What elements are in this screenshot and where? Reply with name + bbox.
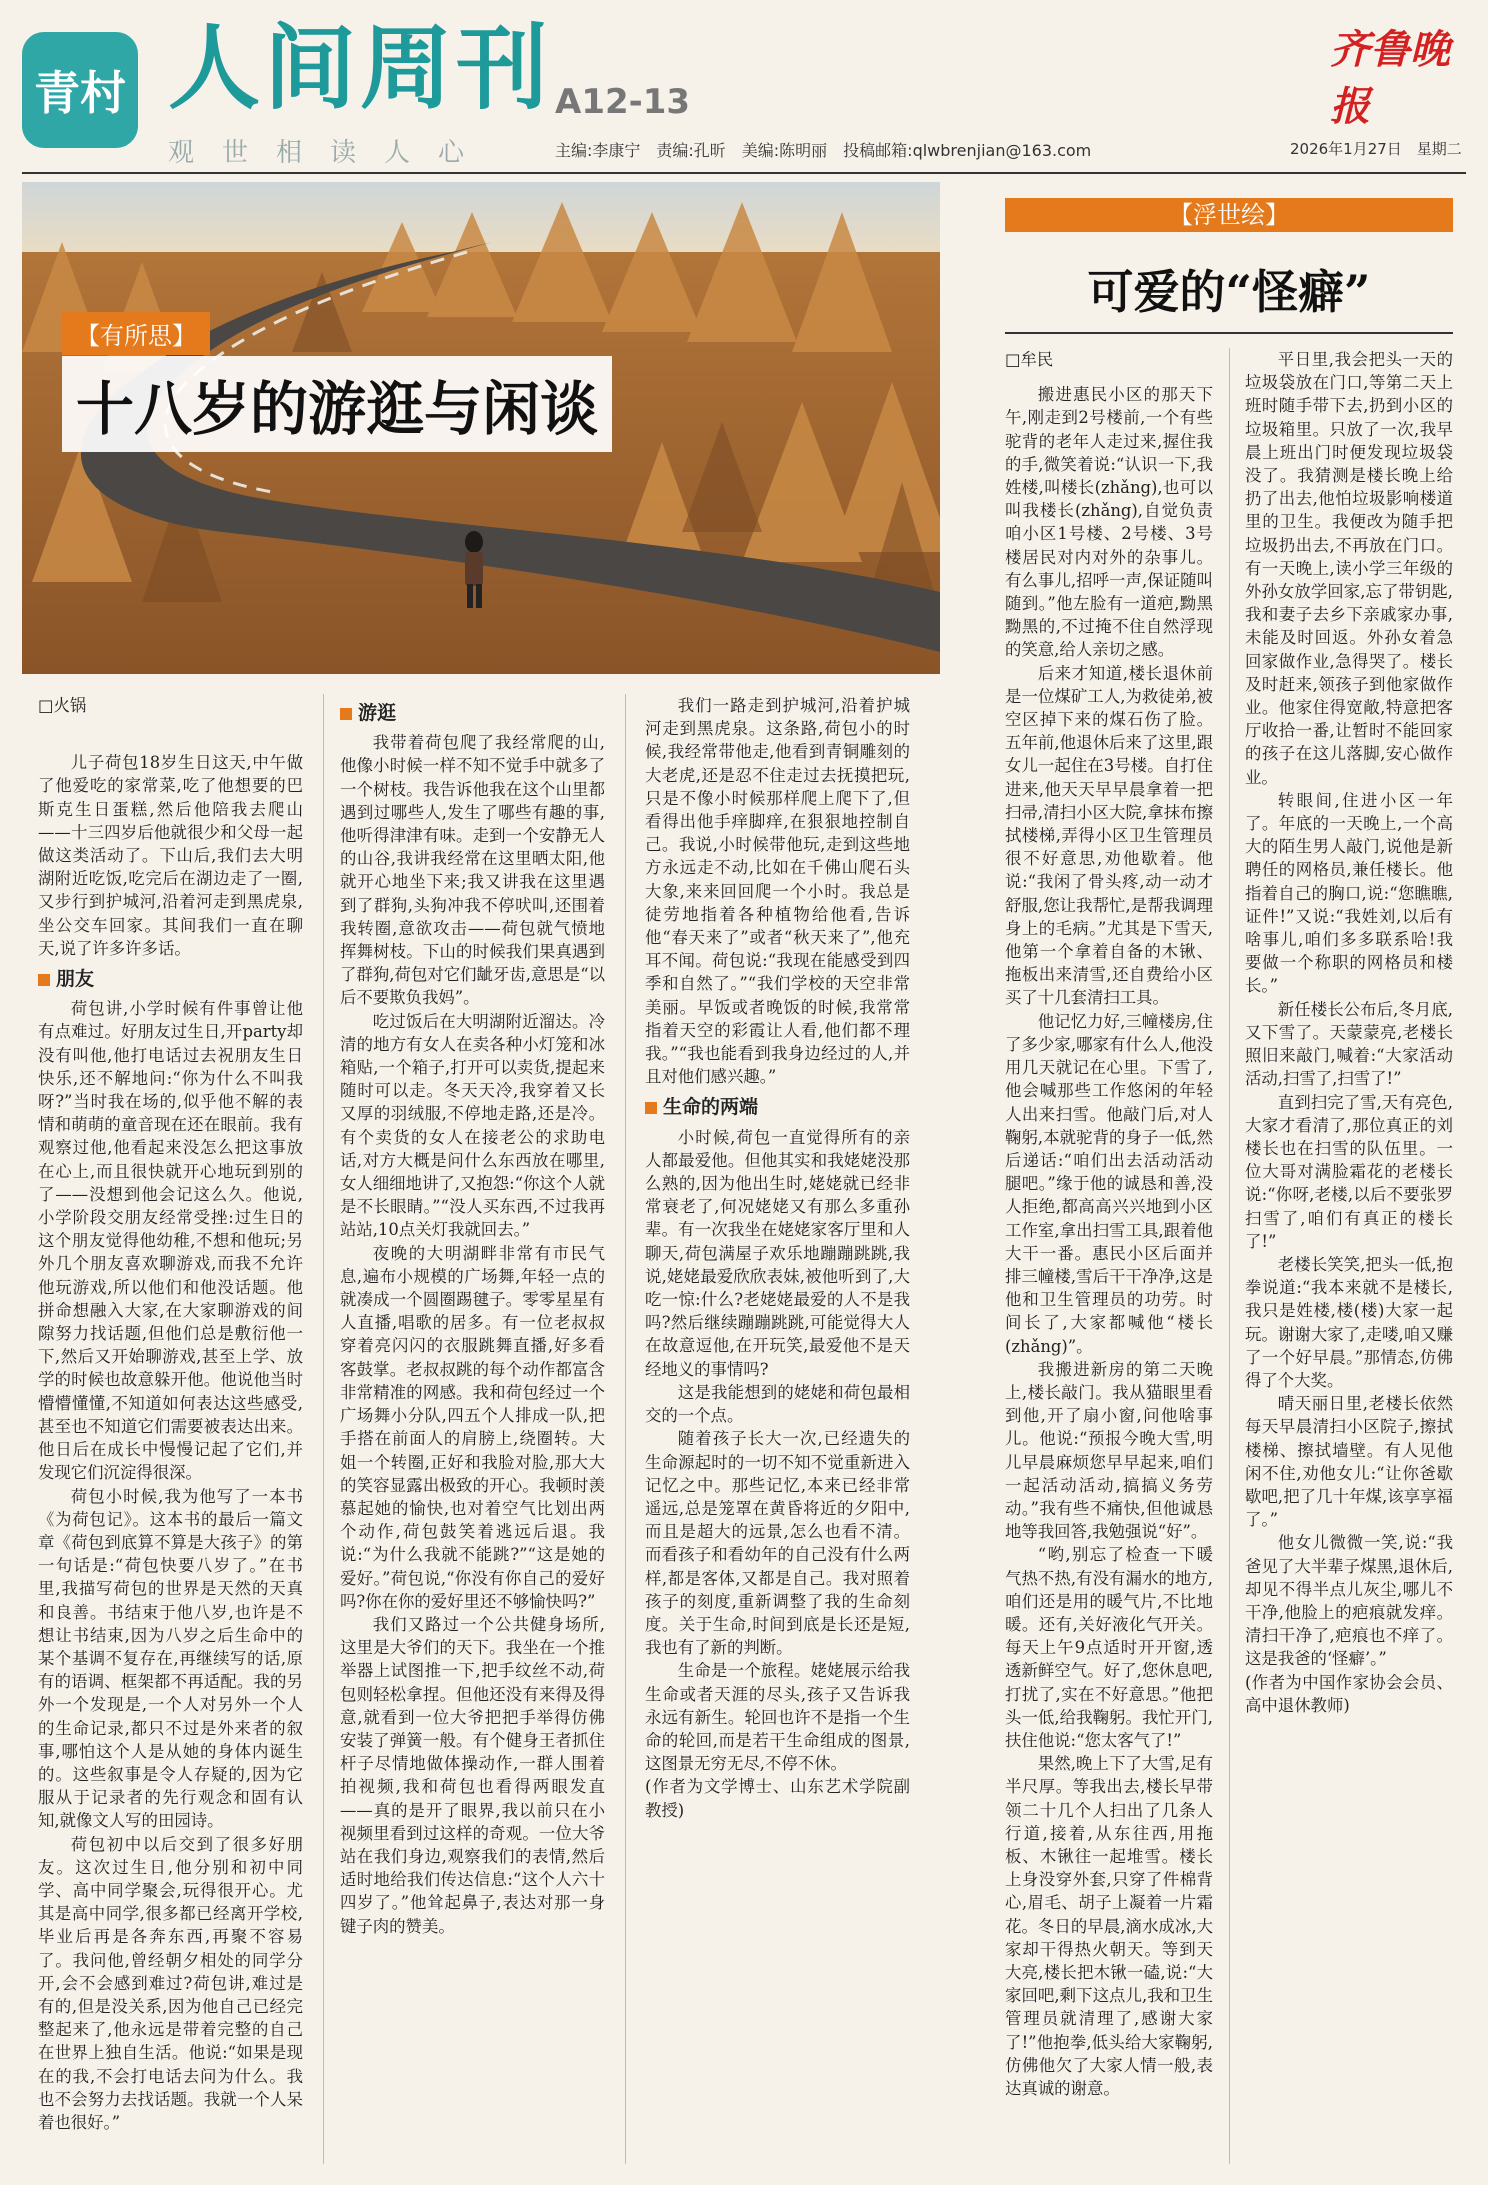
- article-column-5: [1245, 348, 1453, 2168]
- article-column-4: [1005, 348, 1213, 2168]
- paragraph: 我们一路走到护城河,沿着护城河走到黑虎泉。这条路,荷包小的时候,我经常带他走,他看到青铜雕刻的大老虎,还是忍不住走过去抚摸把玩,只是不像小时候那样爬上爬下了,但看得出他手痒脚痒,在狠狠地控制自己。我说,小时候带他玩,走到这些地方永远走不动,比如在千佛山爬石头大象,来来回回爬一个小时。我总是徒劳地指着各种植物给他看,告诉他“春天来了”或者“秋天来了”,他充耳不闻。荷包说:“我现在能感受到四季和自然了。”“我们学校的天空非常美丽。早饭或者晚饭的时候,我常常指着天空的彩霞让人看,他们都不理我。”“我也能看到我身边经过的人,并且对他们感兴趣。”: [645, 696, 910, 1087]
- section-tag: 【有所思】: [62, 312, 210, 355]
- masthead: [0, 0, 1488, 175]
- article-column-3: [645, 694, 910, 2169]
- author-note: (作者为中国作家协会会员、高中退休教师): [1245, 1672, 1453, 1715]
- headline-rule: [1005, 332, 1453, 334]
- paragraph: 新任楼长公布后,冬月底,又下雪了。天蒙蒙亮,老楼长照旧来敲门,喊着:“大家活动活动,扫雪了,扫雪了!”: [1245, 999, 1453, 1089]
- paragraph: 随着孩子长大一次,已经遗失的生命源起时的一切不知不觉重新进入记忆之中。那些记忆,本来已经非常遥远,总是笼罩在黄昏将近的夕阳中,而且是超大的远景,怎么也看不清。而看孩子和看幼年的自己没有什么两样,都是客体,又都是自己。我对照着孩子的刻度,重新调整了我的生命刻度。关于生命,时间到底是长还是短,我也有了新的判断。: [645, 1429, 910, 1658]
- paragraph: 他女儿微微一笑,说:“我爸见了大半辈子煤黑,退休后,却见不得半点儿灰尘,哪儿不干净,他脸上的疤痕就发痒。清扫干净了,疤痕也不痒了。这是我爸的‘怪癖’。”: [1245, 1533, 1453, 1669]
- paragraph: 生命是一个旅程。姥姥展示给我生命或者天涯的尽头,孩子又告诉我永远有新生。轮回也许不是指一个生命的轮回,而是若干生命组成的图景,这图景无穷无尽,不停不休。: [645, 1661, 910, 1774]
- section-heading: 朋友: [38, 968, 303, 991]
- paragraph: 夜晚的大明湖畔非常有市民气息,遍布小规模的广场舞,年轻一点的就凑成一个圆圈踢毽子。零零星星有人直播,唱歌的居多。有一位老叔叔穿着亮闪闪的衣服跳舞直播,好多看客鼓掌。老叔叔跳的每个动作都富含非常精准的网感。我和荷包经过一个广场舞小分队,四五个人排成一队,把手搭在前面人的肩膀上,绕圈转。大姐一个转圈,正好和我脸对脸,那大大的笑容显露出极致的开心。我顿时羡慕起她的愉快,也对着空气比划出两个动作,荷包鼓笑着逃远后退。我说:“为什么我就不能跳?”“这是她的爱好。”荷包说,“你没有你自己的爱好吗?你在你的爱好里还不够愉快吗?”: [340, 1243, 605, 1611]
- page-code: A12-13: [555, 82, 691, 122]
- paragraph: 荷包讲,小学时候有件事曾让他有点难过。好朋友过生日,开party却没有叫他,他打电话过去祝朋友生日快乐,还不解地问:“你为什么不叫我呀?”当时我在场的,似乎他不解的表情和萌萌的童音现在还在眼前。我有观察过他,他看起来没怎么把这事放在心上,而且很快就开心地玩到别的了——没想到他会记这么久。他说,小学阶段交朋友经常受挫:过生日的这个朋友觉得他幼稚,不想和他玩;另外几个朋友喜欢聊游戏,而我不允许他玩游戏,所以他们和他没话题。他拼命想融入大家,在大家聊游戏的间隙努力找话题,但他们总是敷衍他一下,然后又开始聊游戏,甚至上学、放学的时候也故意躲开他。他说他当时懵懵懂懂,不知道如何表达这些感受,甚至也不知道它们需要被表达出来。他日后在成长中慢慢记起了它们,并发现它们沉淀得很深。: [38, 999, 303, 1483]
- credits: 主编:李康宁 责编:孔昕 美编:陈明丽 投稿邮箱:qlwbrenjian@163.com: [555, 141, 1092, 160]
- author-note: (作者为文学博士、山东艺术学院副教授): [645, 1777, 910, 1820]
- section-tag-right: 【浮世绘】: [1005, 198, 1453, 232]
- paragraph: 吃过饭后在大明湖附近溜达。冷清的地方有女人在卖各种小灯笼和冰箱贴,一个箱子,打开可以卖货,提起来随时可以走。冬天天冷,我穿着又长又厚的羽绒服,不停地走路,还是冷。有个卖货的女人在接老公的求助电话,对方大概是问什么东西放在哪里,女人细细地讲了,又抱怨:“你这个人就是不长眼睛。”“没人买东西,不过我再站站,10点关灯我就回去。”: [340, 1011, 605, 1240]
- brand-logo: 齐鲁晚报: [1330, 26, 1450, 130]
- article-headline-right: 可爱的“怪癖”: [1087, 265, 1371, 319]
- paragraph: 这是我能想到的姥姥和荷包最相交的一个点。: [645, 1382, 910, 1426]
- paragraph: 小时候,荷包一直觉得所有的亲人都最爱他。但他其实和我姥姥没那么熟的,因为他出生时,姥姥就已经非常衰老了,何况姥姥又有那么多重孙辈。有一次我坐在姥姥家客厅里和人聊天,荷包满屋子欢乐地蹦蹦跳跳,我说,姥姥最爱欣欣表妹,被他听到了,大吃一惊:什么?老姥姥最爱的人不是我吗?然后继续蹦蹦跳跳,可能觉得大人在故意逗他,在开玩笑,最爱他不是天经地义的事情吗?: [645, 1127, 910, 1379]
- paragraph: 我带着荷包爬了我经常爬的山,他像小时候一样不知不觉手中就多了一个树枝。我告诉他我在这个山里都遇到过哪些人,发生了哪些有趣的事,他听得津津有味。走到一个安静无人的山谷,我讲我经常在这里晒太阳,他就开心地坐下来;我又讲我在这里遇到了群狗,头狗冲我不停吠叫,还围着我转圈,意欲攻击——荷包就气愤地挥舞树枝。下山的时候我们果真遇到了群狗,荷包对它们龇牙齿,意思是“以后不要欺负我妈”。: [340, 733, 605, 1008]
- article-headline: 十八岁的游逛与闲谈: [62, 356, 612, 452]
- paragraph: 转眼间,住进小区一年了。年底的一天晚上,一个高大的陌生男人敲门,说他是新聘任的网格员,兼任楼长。他指着自己的胸口,说:“您瞧瞧,证件!”又说:“我姓刘,以后有啥事儿,咱们多多联系哈!我要做一个称职的网格员和楼长。”: [1245, 790, 1453, 996]
- article-column-1: [38, 694, 303, 2169]
- paragraph: 果然,晚上下了大雪,足有半尺厚。等我出去,楼长早带领二十几个人扫出了几条人行道,接着,从东往西,用拖板、木锹往一起堆雪。楼长上身没穿外套,只穿了件棉背心,眉毛、胡子上凝着一片霜花。冬日的早晨,滴水成冰,大家却干得热火朝天。等到天大亮,楼长把木锹一磕,说:“大家回吧,剩下这点儿,我和卫生管理员就清理了,感谢大家了!”他抱拳,低头给大家鞠躬,仿佛他欠了大家人情一般,表达真诚的谢意。: [1005, 1754, 1213, 2099]
- section-heading: 游逛: [340, 702, 605, 725]
- paragraph: 荷包小时候,我为他写了一本书《为荷包记》。这本书的最后一篇文章《荷包到底算不算是大孩子》的第一句话是:“荷包快要八岁了。”在书里,我描写荷包的世界是天然的天真和良善。书结束于他八岁,也许是不想让书结束,因为八岁之后生命中的某个基调不复存在,再继续写的话,原有的语调、框架都不再适配。我的另外一个发现是,一个人对另外一个人的生命记录,都只不过是外来者的叙事,哪怕这个人是从她的身体内诞生的。这些叙事是令人存疑的,因为它服从于记录者的先行观念和固有认知,就像文人写的田园诗。: [38, 1486, 303, 1831]
- paragraph: 儿子荷包18岁生日这天,中午做了他爱吃的家常菜,吃了他想要的巴斯克生日蛋糕,然后他陪我去爬山——十三四岁后他就很少和父母一起做这类活动了。下山后,我们去大明湖附近吃饭,吃完后在湖边走了一圈,又步行到护城河,沿着河走到黑虎泉,坐公交车回家。其间我们一直在聊天,说了许多许多话。: [38, 753, 303, 958]
- masthead-rule: [22, 172, 1466, 174]
- paragraph: 他记忆力好,三幢楼房,住了多少家,哪家有什么人,他没用几天就记在心里。下雪了,他会喊那些工作悠闲的年轻人出来扫雪。他敲门后,对人鞠躬,本就驼背的身子一低,然后递话:“咱们出去活动活动腿吧。”缘于他的诚恳和善,没人拒绝,都高高兴兴地到小区工作室,拿出扫雪工具,跟着他大干一番。惠民小区后面并排三幢楼,雪后干干净净,这是他和卫生管理员的功劳。时间长了,大家都喊他“楼长(zhǎng)”。: [1005, 1011, 1213, 1356]
- paragraph: 晴天丽日里,老楼长依然每天早晨清扫小区院子,擦拭楼梯、擦拭墙壁。有人见他闲不住,劝他女儿:“让你爸歇歇吧,把了几十年煤,该享享福了。”: [1245, 1394, 1453, 1530]
- byline: □牟民: [1005, 350, 1054, 369]
- paragraph: 老楼长笑笑,把头一低,抱拳说道:“我本来就不是楼长,我只是姓楼,楼(楼)大家一起玩。谢谢大家了,走喽,咱又赚了一个好早晨。”那情态,仿佛得了个大奖。: [1245, 1254, 1453, 1390]
- section-heading: 生命的两端: [645, 1096, 910, 1119]
- issue-date: 2026年1月27日 星期二: [1290, 140, 1462, 158]
- paragraph: 后来才知道,楼长退休前是一位煤矿工人,为救徒弟,被空区掉下来的煤石伤了脸。五年前,他退休后来了这里,跟女儿一起住在3号楼。自打住进来,他天天早早晨拿着一把扫帚,清扫小区大院,拿抹布擦拭楼梯,弄得小区卫生管理员很不好意思,劝他歇着。他说:“我闲了骨头疼,动一动才舒服,您让我帮忙,是帮我调理身上的毛病。”尤其是下雪天,他第一个拿着自备的木锹、拖板出来清雪,还自费给小区买了十几套清扫工具。: [1005, 663, 1213, 1008]
- column-divider: [1229, 348, 1230, 2164]
- byline: □火锅: [38, 696, 87, 715]
- paragraph: 直到扫完了雪,天有亮色,大家才看清了,那位真正的刘楼长也在扫雪的队伍里。一位大哥对满脸霜花的老楼长说:“你呀,老楼,以后不要张罗扫雪了,咱们有真正的楼长了!”: [1245, 1092, 1453, 1251]
- logo: 青村: [22, 32, 138, 148]
- paragraph: 荷包初中以后交到了很多好朋友。这次过生日,他分别和初中同学、高中同学聚会,玩得很开心。尤其是高中同学,很多都已经离开学校,毕业后再是各奔东西,再聚不容易了。我问他,曾经朝夕相处的同学分开,会不会感到难过?荷包讲,难过是有的,但是没关系,因为他自己已经完整起来了,他永远是带着完整的自己在世界上独自生活。他说:“如果是现在的我,不会打电话去问为什么。我也不会努力去找话题。我就一个人呆着也很好。”: [38, 1834, 303, 2132]
- paragraph: 我搬进新房的第二天晚上,楼长敲门。我从猫眼里看到他,开了扇小窗,问他啥事儿。他说:“预报今晚大雪,明儿早晨麻烦您早早起来,咱们一起活动活动,搞搞义务劳动。”我有些不痛快,但他诚恳地等我回答,我勉强说“好”。: [1005, 1359, 1213, 1542]
- paragraph: 我们又路过一个公共健身场所,这里是大爷们的天下。我坐在一个推举器上试图推一下,把手纹丝不动,荷包则轻松拿捏。但他还没有来得及得意,就看到一位大爷把把手举得仿佛安装了弹簧一般。有个健身王者抓住杆子尽情地做体操动作,一群人围着拍视频,我和荷包也看得两眼发直——真的是开了眼界,我以前只在小视频里看到过这样的奇观。一位大爷站在我们身边,观察我们的表情,然后适时地给我们传达信息:“这个人六十四岁了。”他耸起鼻子,表达对那一身键子肉的赞美。: [340, 1614, 605, 1936]
- article-column-2: [340, 694, 605, 2169]
- paragraph: “哟,别忘了检查一下暖气热不热,有没有漏水的地方,咱们还是用的暖气片,不比地暖。还有,关好液化气开关。每天上午9点适时开开窗,透透新鲜空气。好了,您休息吧,打扰了,实在不好意思。”他把头一低,给我鞠躬。我忙开门,扶住他说:“您太客气了!”: [1005, 1545, 1213, 1750]
- slogan: 观世相读人心: [168, 138, 493, 168]
- column-divider: [625, 694, 626, 2164]
- column-divider: [323, 694, 324, 2164]
- paragraph: 平日里,我会把头一天的垃圾袋放在门口,等第二天上班时随手带下去,扔到小区的垃圾箱里。只放了一次,我早晨上班出门时便发现垃圾袋没了。我猜测是楼长晚上给扔了出去,他怕垃圾影响楼道里的卫生。我便改为随手把垃圾扔出去,不再放在门口。有一天晚上,读小学三年级的外孙女放学回家,忘了带钥匙,我和妻子去乡下亲戚家办事,未能及时回返。外孙女着急回家做作业,急得哭了。楼长及时赶来,领孩子到他家做作业。他家住得宽敞,特意把客厅收拾一番,让暂时不能回家的孩子在这儿落脚,安心做作业。: [1245, 350, 1453, 787]
- page-title: 人间周刊: [168, 14, 553, 122]
- paragraph: 搬进惠民小区的那天下午,刚走到2号楼前,一个有些驼背的老年人走过来,握住我的手,微笑着说:“认识一下,我姓楼,叫楼长(zhǎng),也可以叫我楼长(zhǎng),自觉负责咱小区1号楼、2号楼、3号楼居民对内对外的杂事儿。有么事儿,招呼一声,保证随叫随到。”他左脸有一道疤,黝黑黝黑的,不过掩不住自然浮现的笑意,给人亲切之感。: [1005, 385, 1213, 660]
